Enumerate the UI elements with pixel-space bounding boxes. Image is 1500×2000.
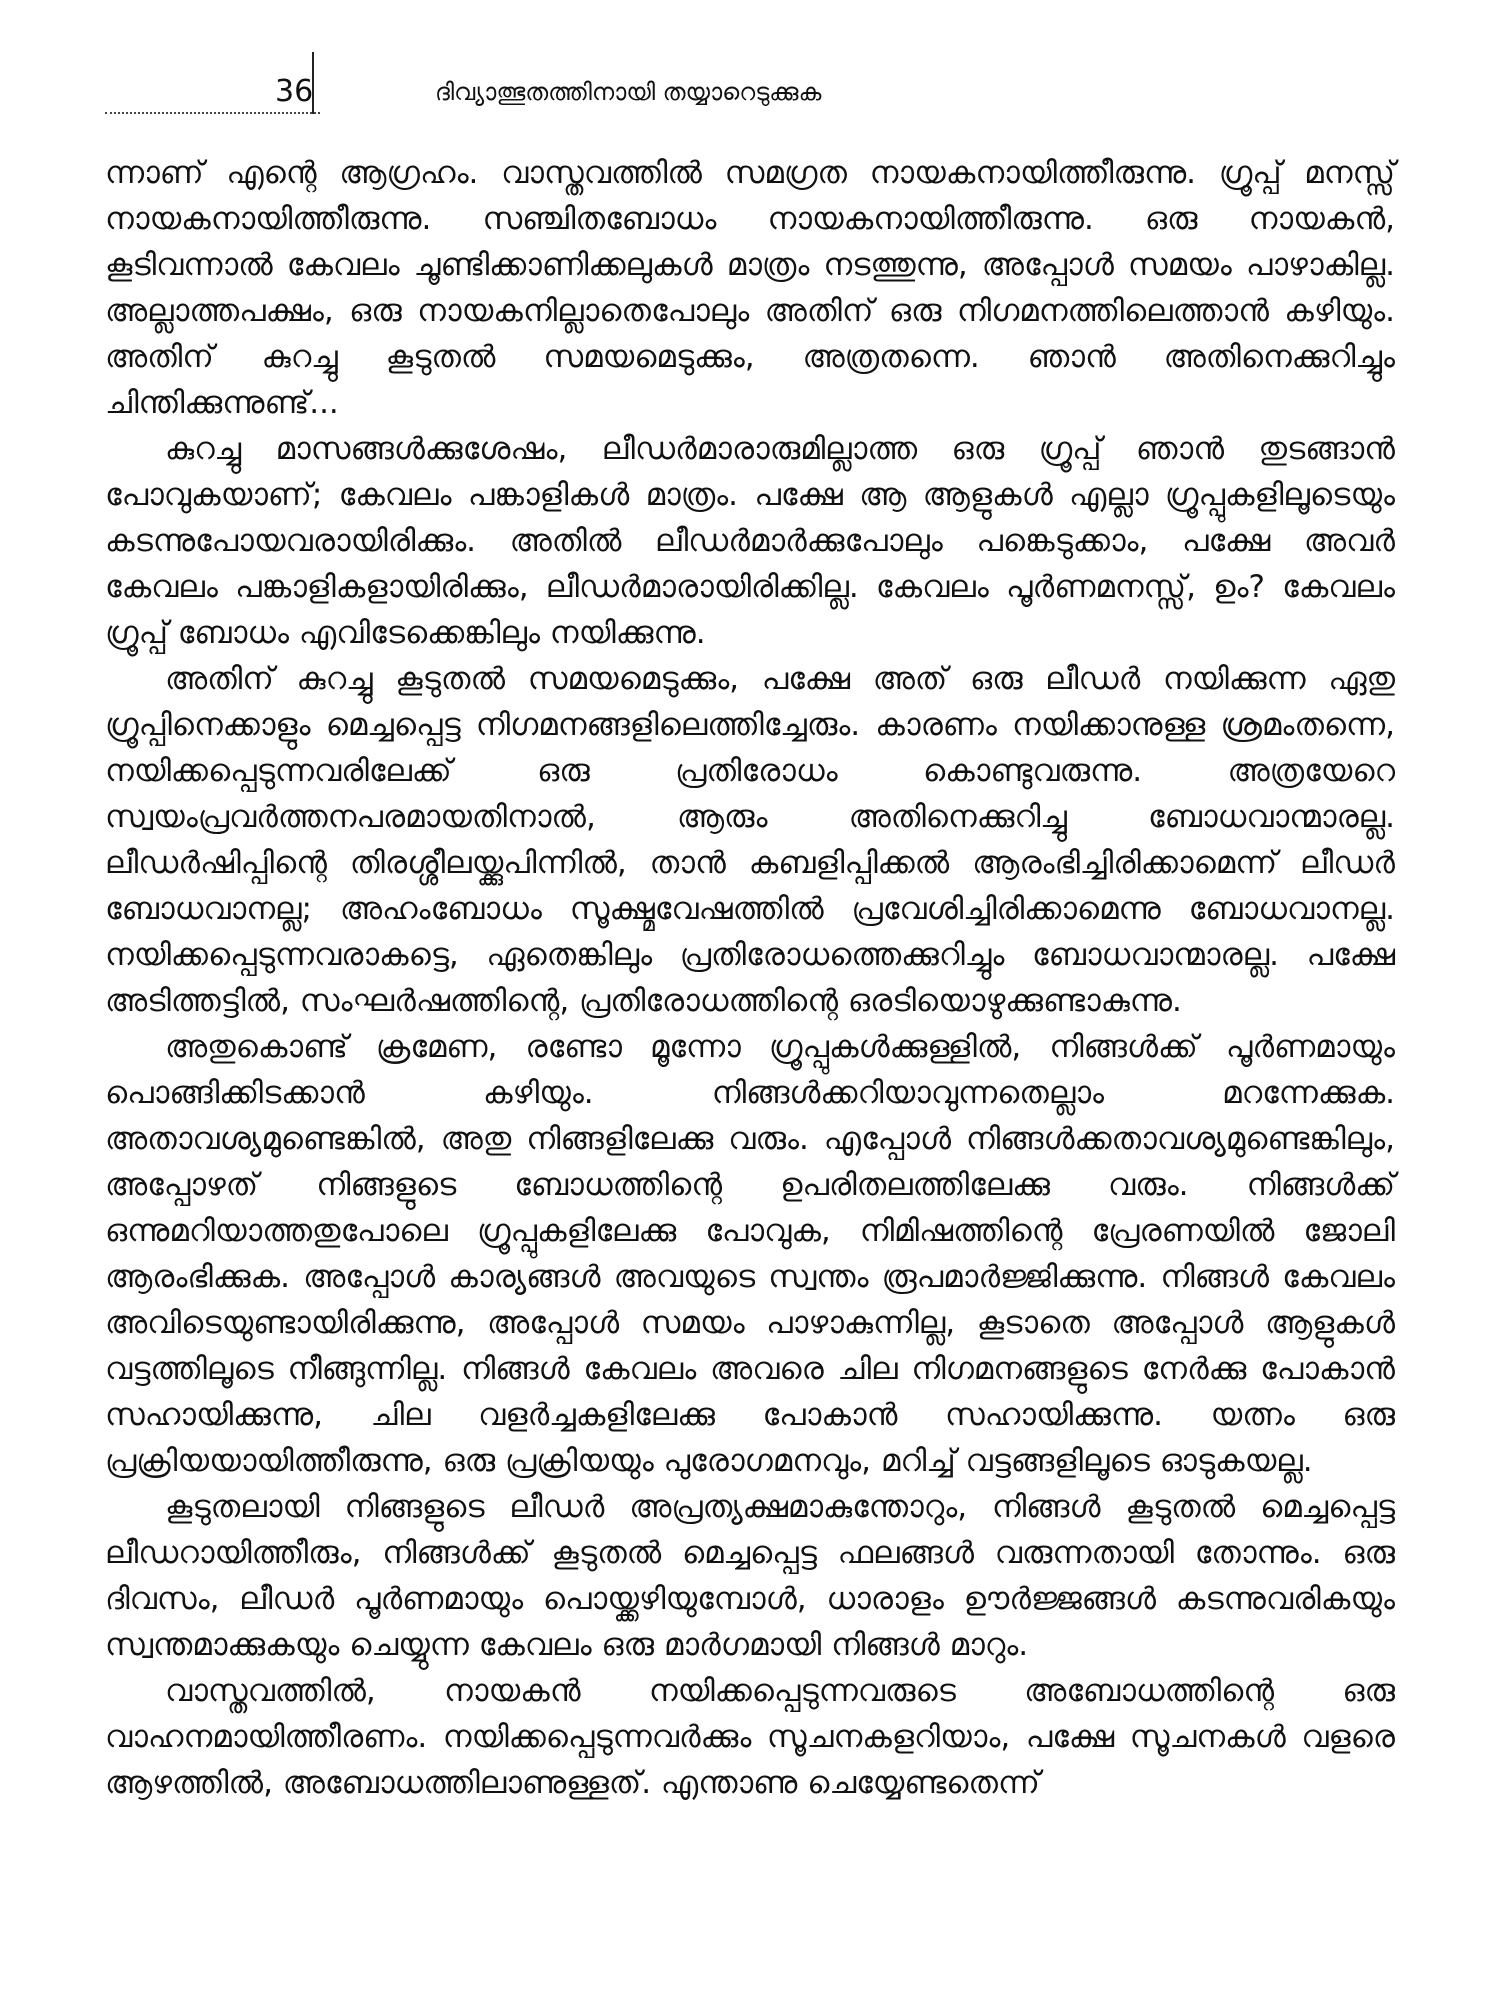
paragraph: കൂടുതലായി നിങ്ങളുടെ ലീഡർ അപ്രത്യക്ഷമാകുന്തോറും, നിങ്ങൾ കൂടുതൽ മെച്ചപ്പെട്ട ലീഡറായിത്തീരും, നിങ്ങൾക്ക് കൂടുതൽ മെച്ചപ്പെട്ട ഫലങ്ങൾ വരുന്നതായി തോന്നും. ഒരു ദിവസം, ലീഡർ പൂർണമായും പൊയ്ക്കഴിയുമ്പോൾ, ധാരാളം ഊർജ്ജങ്ങൾ കടന്നുവരികയും സ്വന്തമാക്കുകയും ചെയ്യുന്ന കേവലം ഒരു മാർഗമായി നിങ്ങൾ മാറും.	[105, 1489, 1395, 1663]
paragraph: കുറച്ചു മാസങ്ങൾക്കുശേഷം, ലീഡർമാരാരുമില്ലാത്ത ഒരു ഗ്രൂപ്പ് ഞാൻ തുടങ്ങാൻ പോവുകയാണ്; കേവലം പങ്കാളികൾ മാത്രം. പക്ഷേ ആ ആളുകൾ എല്ലാ ഗ്രൂപ്പുകളിലൂടെയും കടന്നുപോയവരായിരിക്കും. അതിൽ ലീഡർമാർക്കുപോലും പങ്കെടുക്കാം, പക്ഷേ അവർ കേവലം പങ്കാളികളായിരിക്കും, ലീഡർമാരായിരിക്കില്ല. കേവലം പൂർണമനസ്സ്, ഉം? കേവലം ഗ്രൂപ്പ് ബോധം എവിടേക്കെങ്കിലും നയിക്കുന്നു.	[105, 431, 1395, 651]
header-dotted-rule	[105, 112, 320, 114]
paragraph: അതിന് കുറച്ചു കൂടുതൽ സമയമെടുക്കും, പക്ഷേ അത് ഒരു ലീഡർ നയിക്കുന്ന ഏതു ഗ്രൂപ്പിനെക്കാളും മെച്ചപ്പെട്ട നിഗമനങ്ങളിലെത്തിച്ചേരും. കാരണം നയിക്കാനുള്ള ശ്രമംതന്നെ, നയിക്കപ്പെടുന്നവരിലേക്ക് ഒരു പ്രതിരോധം കൊണ്ടുവരുന്നു. അത്രയേറെ സ്വയംപ്രവർത്തനപരമായതിനാൽ, ആരും അതിനെക്കുറിച്ചു ബോധവാന്മാരല്ല. ലീഡർഷിപ്പിന്റെ തിരശ്ശീലയ്ക്കുപിന്നിൽ, താൻ കബളിപ്പിക്കൽ ആരംഭിച്ചിരിക്കാമെന്ന് ലീഡർ ബോധവാനല്ല; അഹംബോധം സൂക്ഷ്മവേഷത്തിൽ പ്രവേശിച്ചിരിക്കാമെന്നു ബോധവാനല്ല. നയിക്കപ്പെടുന്നവരാകട്ടെ, ഏതെങ്കിലും പ്രതിരോധത്തെക്കുറിച്ചും ബോധവാന്മാരല്ല. പക്ഷേ അടിത്തട്ടിൽ, സംഘർഷത്തിന്റെ, പ്രതിരോധത്തിന്റെ ഒരടിയൊഴുക്കുണ്ടാകുന്നു.	[105, 661, 1395, 1019]
running-title: ദിവ്യാത്ഭുതത്തിനായി തയ്യാറെടുക്കുക	[435, 78, 822, 106]
page-number: 36	[275, 74, 314, 109]
paragraph: ന്നാണ് എന്റെ ആഗ്രഹം. വാസ്തവത്തിൽ സമഗ്രത നായകനായിത്തീരുന്നു. ഗ്രൂപ്പ് മനസ്സ് നായകനായിത്തീരുന്നു. സഞ്ചിതബോധം നായകനായിത്തീരുന്നു. ഒരു നായകൻ, കൂടിവന്നാൽ കേവലം ചൂണ്ടിക്കാണിക്കലുകൾ മാത്രം നടത്തുന്നു, അപ്പോൾ സമയം പാഴാകില്ല. അല്ലാത്തപക്ഷം, ഒരു നായകനില്ലാതെപോലും അതിന് ഒരു നിഗമനത്തിലെത്താൻ കഴിയും. അതിന് കുറച്ചു കൂടുതൽ സമയമെടുക്കും, അത്രതന്നെ. ഞാൻ അതിനെക്കുറിച്ചും ചിന്തിക്കുന്നുണ്ട്...	[105, 155, 1395, 421]
paragraph: അതുകൊണ്ട് ക്രമേണ, രണ്ടോ മൂന്നോ ഗ്രൂപ്പുകൾക്കുള്ളിൽ, നിങ്ങൾക്ക് പൂർണമായും പൊങ്ങിക്കിടക്കാൻ കഴിയും. നിങ്ങൾക്കറിയാവുന്നതെല്ലാം മറന്നേക്കുക. അതാവശ്യമുണ്ടെങ്കിൽ, അതു നിങ്ങളിലേക്കു വരും. എപ്പോൾ നിങ്ങൾക്കതാവശ്യമുണ്ടെങ്കിലും, അപ്പോഴത് നിങ്ങളുടെ ബോധത്തിന്റെ ഉപരിതലത്തിലേക്കു വരും. നിങ്ങൾക്ക് ഒന്നുമറിയാത്തതുപോലെ ഗ്രൂപ്പുകളിലേക്കു പോവുക, നിമിഷത്തിന്റെ പ്രേരണയിൽ ജോലി ആരംഭിക്കുക. അപ്പോൾ കാര്യങ്ങൾ അവയുടെ സ്വന്തം രൂപമാർജ്ജിക്കുന്നു. നിങ്ങൾ കേവലം അവിടെയുണ്ടായിരിക്കുന്നു, അപ്പോൾ സമയം പാഴാകുന്നില്ല, കൂടാതെ അപ്പോൾ ആളുകൾ വട്ടത്തിലൂടെ നീങ്ങുന്നില്ല. നിങ്ങൾ കേവലം അവരെ ചില നിഗമനങ്ങളുടെ നേർക്കു പോകാൻ സഹായിക്കുന്നു, ചില വളർച്ചകളിലേക്കു പോകാൻ സഹായിക്കുന്നു. യത്നം ഒരു പ്രക്രിയയായിത്തീരുന്നു, ഒരു പ്രക്രിയയും പുരോഗമനവും, മറിച്ച് വട്ടങ്ങളിലൂടെ ഓടുകയല്ല.	[105, 1029, 1395, 1479]
paragraph: വാസ്തവത്തിൽ, നായകൻ നയിക്കപ്പെടുന്നവരുടെ അബോധത്തിന്റെ ഒരു വാഹനമായിത്തീരണം. നയിക്കപ്പെടുന്നവർക്കും സൂചനകളറിയാം, പക്ഷേ സൂചനകൾ വളരെ ആഴത്തിൽ, അബോധത്തിലാണുള്ളത്. എന്താണു ചെയ്യേണ്ടതെന്ന്	[105, 1673, 1395, 1801]
page-body	[105, 150, 1395, 1950]
page-header	[105, 60, 1395, 120]
header-vertical-rule	[312, 52, 314, 114]
